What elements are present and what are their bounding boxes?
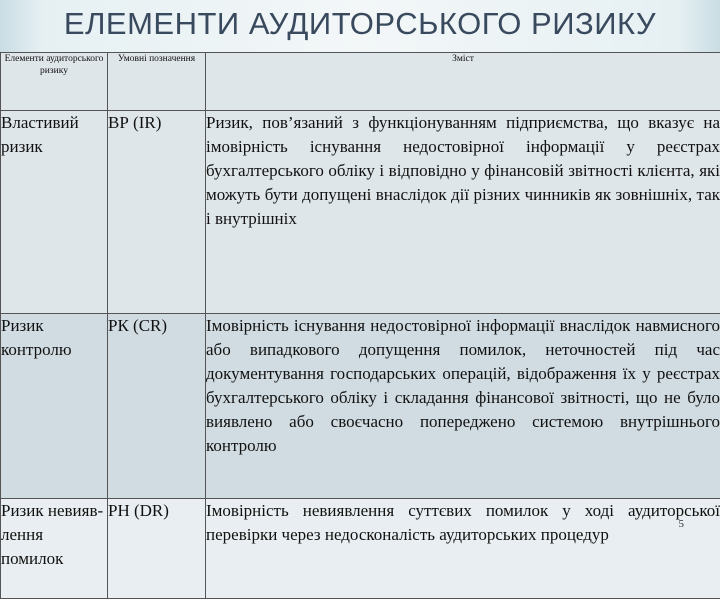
header-elements: Елементи аудиторського ризику xyxy=(1,53,108,111)
risk-name-cell: Властивий ризик xyxy=(1,111,108,314)
page-number: 5 xyxy=(679,518,685,530)
risk-code-cell: ВР (IR) xyxy=(108,111,206,314)
table-row xyxy=(1,111,720,314)
slide-title: ЕЛЕМЕНТИ АУДИТОРСЬКОГО РИЗИКУ xyxy=(0,6,720,42)
risk-description-cell: Імовірність існування недостовірної інформації внаслідок навмисного або випадкового допущення помилок, неточностей під час документування господарських операцій, відображення їх у реєстрах бухгалтерського обліку і складання фінансової звітності, що не було виявлено або своєчасно попереджено системою внутрішнього контролю xyxy=(206,314,720,499)
table-header-row xyxy=(1,53,720,111)
table-row xyxy=(1,314,720,499)
risk-code-cell: РК (CR) xyxy=(108,314,206,499)
risk-description-cell: Імовірність невиявлення суттєвих помилок у ході аудиторської перевірки через недосконалість аудиторських процедур xyxy=(206,499,720,599)
risk-name-cell: Ризик контролю xyxy=(1,314,108,499)
header-designations: Умовні позначення xyxy=(108,53,206,111)
risk-code-cell: РН (DR) xyxy=(108,499,206,599)
risk-name-cell: Ризик невияв-лення помилок xyxy=(1,499,108,599)
risk-elements-table xyxy=(0,52,720,599)
risk-description-cell: Ризик, пов’язаний з функціонуванням підприємства, що вказує на імовірність існування недостовірної інформації у реєстрах бухгалтерського обліку і відповідно у фінансовій звітності клієнта, які можуть бути допущені внаслідок дії різних чинників як зовнішніх, так і внутрішніх xyxy=(206,111,720,314)
table-row xyxy=(1,499,720,599)
header-content: Зміст xyxy=(206,53,720,111)
